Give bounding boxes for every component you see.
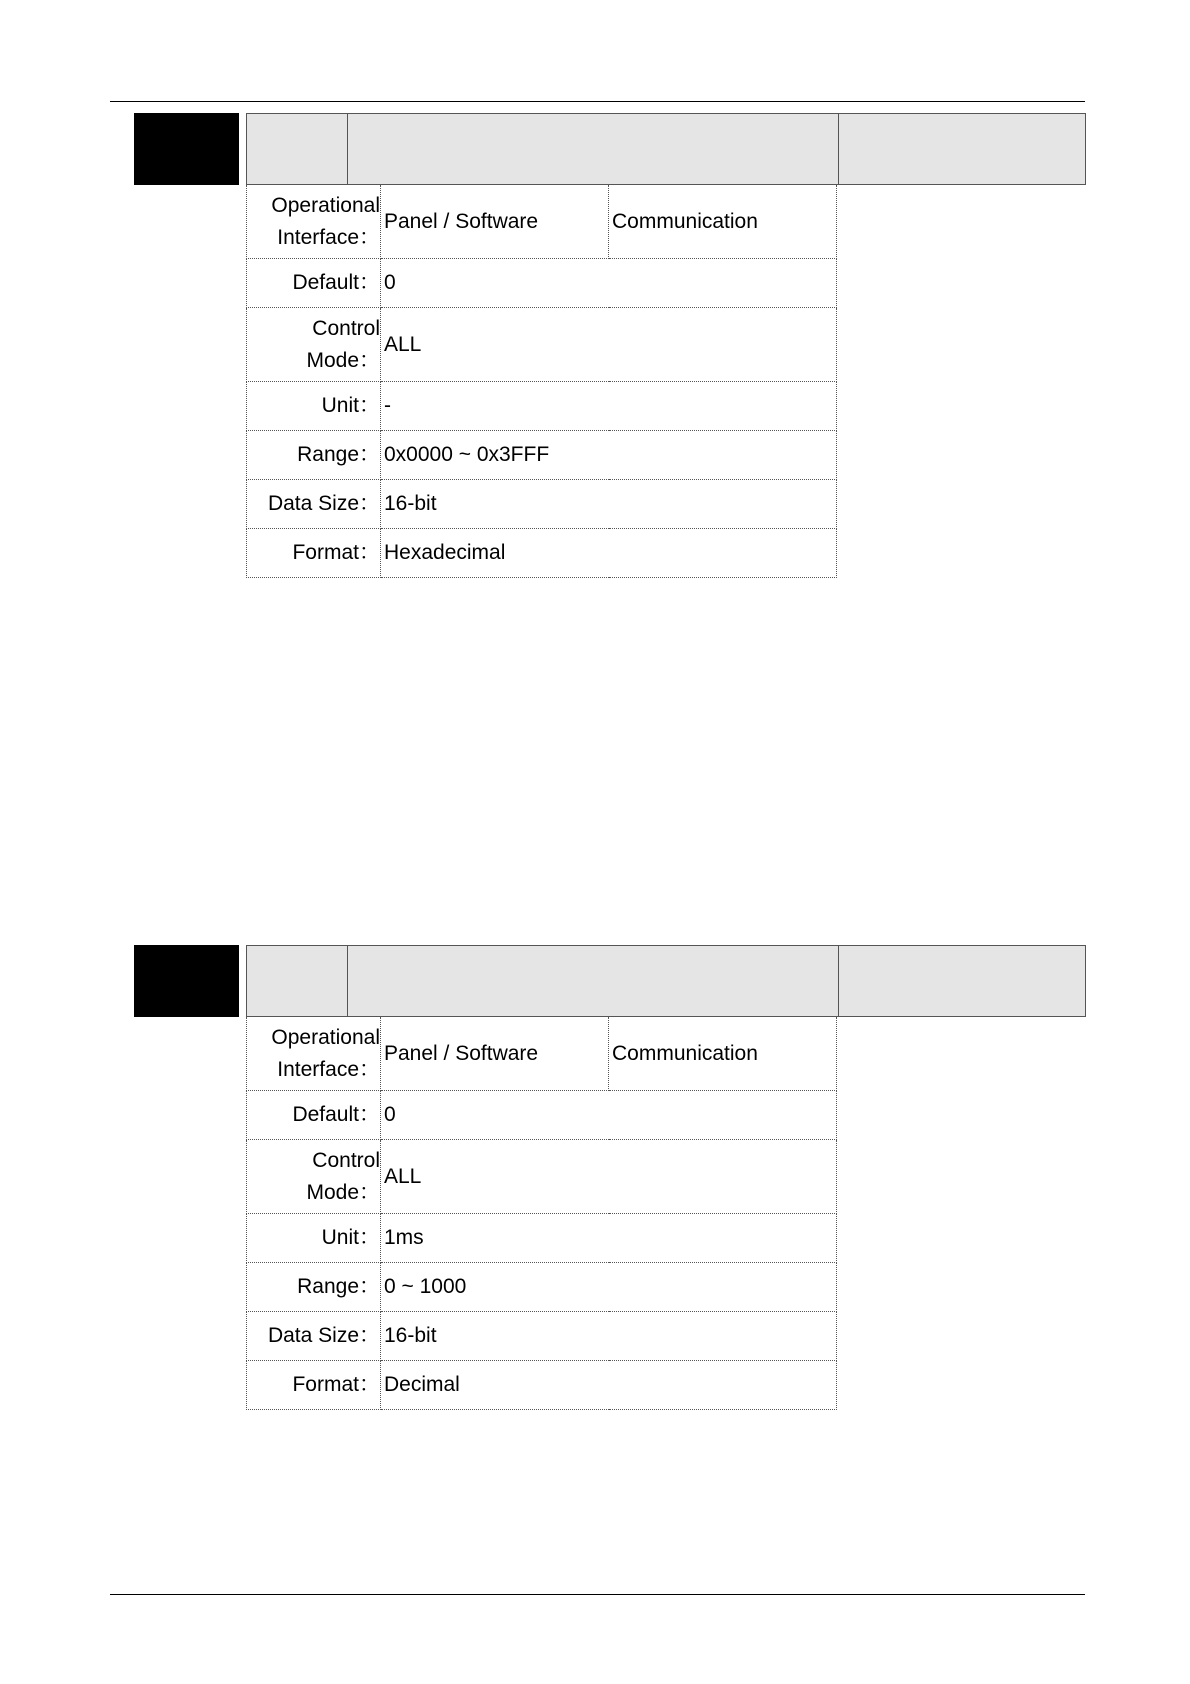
range-row (247, 1263, 837, 1312)
interface-panel-software: Panel / Software (381, 185, 609, 259)
parameter-name-cell (347, 946, 839, 1016)
unit-row (247, 382, 837, 431)
interface-communication: Communication (609, 1017, 837, 1091)
range-value: 0 ~ 1000 (381, 1263, 837, 1312)
footer-rule (110, 1594, 1085, 1595)
parameter-header-bar (246, 945, 1086, 1017)
operational-interface-label: Operational Interface： (247, 185, 381, 259)
parameter-attribute-table (246, 185, 837, 578)
operational-interface-row (247, 185, 837, 259)
format-label: Format： (247, 529, 381, 578)
unit-label: Unit： (247, 382, 381, 431)
data-size-value: 16-bit (381, 1312, 837, 1361)
data-size-label: Data Size： (247, 480, 381, 529)
default-value: 0 (381, 259, 837, 308)
range-value: 0x0000 ~ 0x3FFF (381, 431, 837, 480)
unit-value: 1ms (381, 1214, 837, 1263)
parameter-id-box (134, 113, 239, 185)
parameter-name-cell (347, 114, 839, 184)
control-mode-value: ALL (381, 1140, 837, 1214)
parameter-code-cell (247, 946, 347, 1016)
default-value: 0 (381, 1091, 837, 1140)
interface-communication: Communication (609, 185, 837, 259)
format-label: Format： (247, 1361, 381, 1410)
control-mode-row (247, 1140, 837, 1214)
range-label: Range： (247, 431, 381, 480)
parameter-address-cell (838, 946, 1085, 1016)
operational-interface-label: Operational Interface： (247, 1017, 381, 1091)
default-row (247, 259, 837, 308)
range-row (247, 431, 837, 480)
data-size-label: Data Size： (247, 1312, 381, 1361)
data-size-value: 16-bit (381, 480, 837, 529)
data-size-row (247, 1312, 837, 1361)
parameter-id-box (134, 945, 239, 1017)
parameter-code-cell (247, 114, 347, 184)
unit-row (247, 1214, 837, 1263)
control-mode-label: Control Mode： (247, 308, 381, 382)
interface-panel-software: Panel / Software (381, 1017, 609, 1091)
range-label: Range： (247, 1263, 381, 1312)
control-mode-row (247, 308, 837, 382)
format-row (247, 529, 837, 578)
unit-value: - (381, 382, 837, 431)
parameter-address-cell (838, 114, 1085, 184)
format-row (247, 1361, 837, 1410)
operational-interface-row (247, 1017, 837, 1091)
parameter-attribute-table (246, 1017, 837, 1410)
unit-label: Unit： (247, 1214, 381, 1263)
control-mode-value: ALL (381, 308, 837, 382)
default-row (247, 1091, 837, 1140)
default-label: Default： (247, 1091, 381, 1140)
format-value: Decimal (381, 1361, 837, 1410)
header-rule (110, 101, 1085, 102)
default-label: Default： (247, 259, 381, 308)
parameter-header-bar (246, 113, 1086, 185)
format-value: Hexadecimal (381, 529, 837, 578)
control-mode-label: Control Mode： (247, 1140, 381, 1214)
data-size-row (247, 480, 837, 529)
